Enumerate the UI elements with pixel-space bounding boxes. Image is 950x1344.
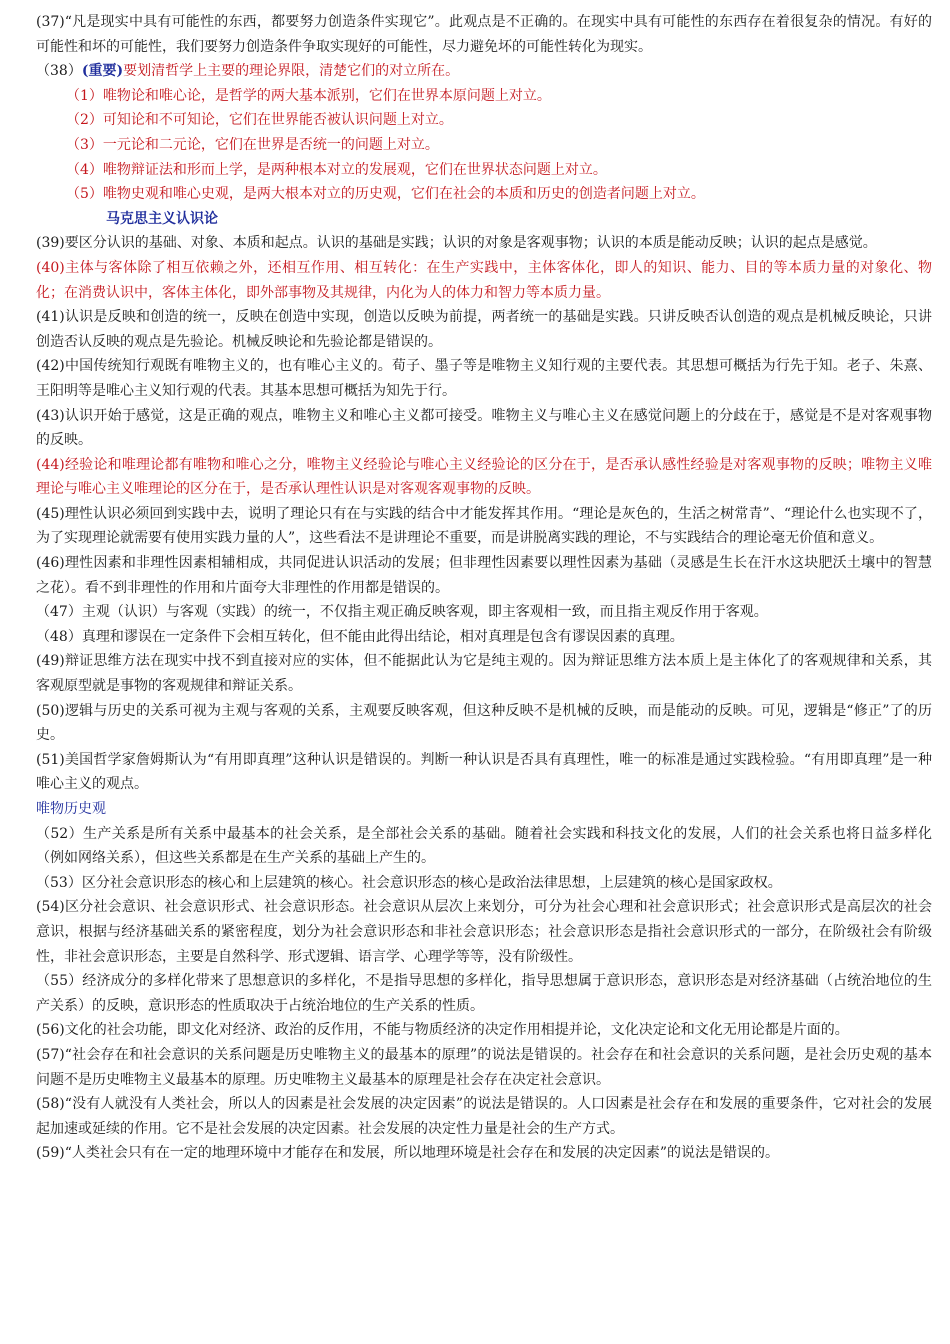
paragraph-38: [36, 59, 932, 84]
paragraph-56: (56)文化的社会功能，即文化对经济、政治的反作用，不能与物质经济的决定作用相提并论，文化决定论和文化无用论都是片面的。: [36, 1022, 849, 1039]
paragraph-40: (40)主体与客体除了相互依赖之外，还相互作用、相互转化：在生产实践中，主体客体化，即人的知识、能力、目的等本质力量的对象化、物化；在消费认识中，客体主体化，即外部事物及其规律，内化为人的体力和智力等本质力量。: [36, 259, 932, 301]
paragraph-53: （53）区分社会意识形态的核心和上层建筑的核心。社会意识形态的核心是政治法律思想，上层建筑的核心是国家政权。: [36, 874, 782, 891]
list-item: （5）唯物史观和唯心史观，是两大根本对立的历史观，它们在社会的本质和历史的创造者问题上对立。: [66, 186, 705, 203]
paragraph-52: （52）生产关系是所有关系中最基本的社会关系，是全部社会关系的基础。随着社会实践和科技文化的发展，人们的社会关系也将日益多样化（例如网络关系），但这些关系都是在生产关系的基础上产生的。: [36, 825, 932, 867]
paragraph-39: (39)要区分认识的基础、对象、本质和起点。认识的基础是实践；认识的对象是客观事物；认识的本质是能动反映；认识的起点是感觉。: [36, 235, 877, 252]
paragraph-49: (49)辩证思维方法在现实中找不到直接对应的实体，但不能据此认为它是纯主观的。因为辩证思维方法本质上是主体化了的客观规律和关系，其客观原型就是事物的客观规律和辩证关系。: [36, 653, 932, 695]
paragraph-59: (59)“人类社会只有在一定的地理环境中才能存在和发展，所以地理环境是社会存在和发展的决定因素”的说法是错误的。: [36, 1145, 780, 1162]
paragraph-57: (57)“社会存在和社会意识的关系问题是历史唯物主义的最基本的原理”的说法是错误的。社会存在和社会意识的关系问题，是社会历史观的基本问题不是历史唯物主义最基本的原理。历史唯物主义最基本的原理是社会存在决定社会意识。: [36, 1046, 932, 1088]
paragraph-42: (42)中国传统知行观既有唯物主义的，也有唯心主义的。荀子、墨子等是唯物主义知行观的主要代表。其思想可概括为行先于知。老子、朱熹、王阳明等是唯心主义知行观的代表。其基本思想可概括为知先于行。: [36, 358, 932, 399]
paragraph-51: (51)美国哲学家詹姆斯认为“有用即真理”这种认识是错误的。判断一种认识是否具有真理性，唯一的标准是通过实践检验。“有用即真理”是一种唯心主义的观点。: [36, 751, 932, 793]
paragraph-45: (45)理性认识必须回到实践中去，说明了理论只有在与实践的结合中才能发挥其作用。“理论是灰色的，生活之树常青”、“理论什么也实现不了，为了实现理论就需要有使用实践力量的人”，这些看法不是讲理论不重要，而是讲脱离实践的理论，不与实践结合的理论毫无价值和意义。: [36, 505, 932, 547]
paragraph-37: (37)“凡是现实中具有可能性的东西，都要努力创造条件实现它”。此观点是不正确的。在现实中具有可能性的东西存在着很复杂的情况。有好的可能性和坏的可能性，我们要努力创造条件争取实现好的可能性，尽力避免坏的可能性转化为现实。: [36, 14, 932, 55]
section-heading-epistemology: 马克思主义认识论: [106, 210, 218, 227]
paragraph-41: (41)认识是反映和创造的统一，反映在创造中实现，创造以反映为前提，两者统一的基础是实践。只讲反映否认创造的观点是机械反映论，只讲创造否认反映的观点是先验论。机械反映论和先验论都是错误的。: [36, 309, 932, 350]
important-tag: (重要): [81, 63, 124, 80]
list-item: （1）唯物论和唯心论，是哲学的两大基本派别，它们在世界本原问题上对立。: [66, 87, 551, 104]
section-heading-historical-materialism: 唯物历史观: [36, 801, 106, 817]
list-item: （2）可知论和不可知论，它们在世界能否被认识问题上对立。: [66, 112, 453, 129]
paragraph-58: (58)“没有人就没有人类社会，所以人的因素是社会发展的决定因素”的说法是错误的。人口因素是社会存在和发展的重要条件，它对社会的发展起加速或延续的作用。它不是社会发展的决定因素。社会发展的决定性力量是社会的生产方式。: [36, 1096, 932, 1137]
paragraph-43: (43)认识开始于感觉，这是正确的观点，唯物主义和唯心主义都可接受。唯物主义与唯心主义在感觉问题上的分歧在于，感觉是不是对客观事物的反映。: [36, 407, 932, 449]
paragraph-38-number: （38）: [36, 63, 82, 80]
paragraph-46: (46)理性因素和非理性因素相辅相成，共同促进认识活动的发展；但非理性因素要以理性因素为基础（灵感是生长在汗水这块肥沃土壤中的智慧之花）。看不到非理性的作用和片面夸大非理性的作用都是错误的。: [36, 555, 932, 596]
paragraph-38-text: 要划清哲学上主要的理论界限，清楚它们的对立所在。: [123, 63, 460, 80]
paragraph-44: (44)经验论和唯理论都有唯物和唯心之分，唯物主义经验论与唯心主义经验论的区分在于，是否承认感性经验是对客观事物的反映；唯物主义唯理论与唯心主义唯理论的区分在于，是否承认理性认识是对客观客观事物的反映。: [36, 456, 932, 498]
paragraph-47: （47）主观（认识）与客观（实践）的统一，不仅指主观正确反映客观，即主客观相一致，而且指主观反作用于客观。: [36, 604, 768, 621]
list-item: （4）唯物辩证法和形而上学，是两种根本对立的发展观，它们在世界状态问题上对立。: [66, 161, 607, 178]
list-item: （3）一元论和二元论，它们在世界是否统一的问题上对立。: [66, 136, 439, 153]
paragraph-54: (54)区分社会意识、社会意识形式、社会意识形态。社会意识从层次上来划分，可分为社会心理和社会意识形式；社会意识形式是高层次的社会意识，根据与经济基础关系的紧密程度，划分为社会意识形态和非社会意识形态；社会意识形态是指社会意识形式的一部分，在阶级社会有阶级性，非社会意识形态，主要是自然科学、形式逻辑、语言学、心理学等等，没有阶级性。: [36, 899, 932, 965]
paragraph-50: (50)逻辑与历史的关系可视为主观与客观的关系，主观要反映客观，但这种反映不是机械的反映，而是能动的反映。可见，逻辑是“修正”了的历史。: [36, 702, 932, 744]
paragraph-55: （55）经济成分的多样化带来了思想意识的多样化，不是指导思想的多样化，指导思想属于意识形态，意识形态是对经济基础（占统治地位的生产关系）的反映，意识形态的性质取决于占统治地位的生产关系的性质。: [36, 973, 932, 1014]
paragraph-48: （48）真理和谬误在一定条件下会相互转化，但不能由此得出结论，相对真理是包含有谬误因素的真理。: [36, 628, 684, 645]
